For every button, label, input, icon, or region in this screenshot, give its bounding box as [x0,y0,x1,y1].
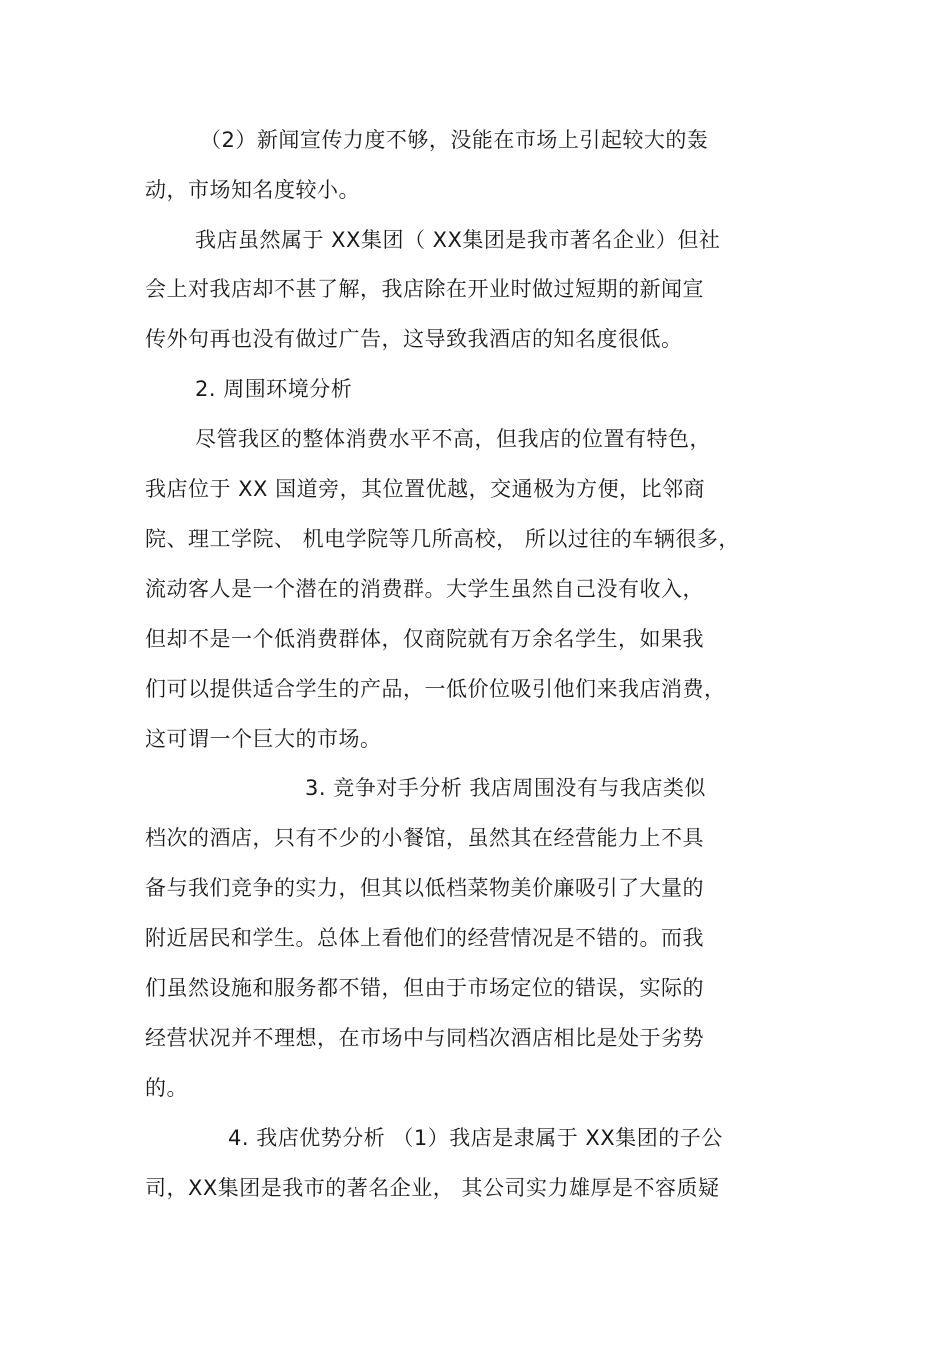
text-line: 们虽然设施和服务都不错，但由于市场定位的错误，实际的 [145,976,704,1000]
section-heading: 3. 竞争对手分析 我店周围没有与我店类似 [305,776,706,800]
text-line: 档次的酒店，只有不少的小餐馆，虽然其在经营能力上不具 [145,826,704,850]
text-line: （2）新闻宣传力度不够，没能在市场上引起较大的轰 [200,128,709,152]
text-line: 但却不是一个低消费群体，仅商院就有万余名学生，如果我 [145,627,704,651]
text-line: 经营状况并不理想，在市场中与同档次酒店相比是处于劣势 [145,1026,704,1050]
text-line: 会上对我店却不甚了解，我店除在开业时做过短期的新闻宣 [145,277,704,301]
text-line: 院、理工学院、 机电学院等几所高校， 所以过往的车辆很多， [145,527,740,551]
text-line: 司，XX集团是我市的著名企业， 其公司实力雄厚是不容质疑 [145,1176,720,1200]
text-line: 尽管我区的整体消费水平不高，但我店的位置有特色， [195,427,711,451]
section-heading: 2. 周围环境分析 [195,377,353,401]
text-line: 们可以提供适合学生的产品，一低价位吸引他们来我店消费， [145,677,726,701]
text-line: 的。 [145,1076,188,1100]
text-line: 我店虽然属于 XX集团（ XX集团是我市著名企业）但社 [195,228,721,252]
text-line: 附近居民和学生。总体上看他们的经营情况是不错的。而我 [145,926,704,950]
text-line: 这可谓一个巨大的市场。 [145,727,382,751]
text-line: 备与我们竞争的实力，但其以低档菜物美价廉吸引了大量的 [145,876,704,900]
text-line: 我店位于 XX 国道旁，其位置优越，交通极为方便，比邻商 [145,477,706,501]
text-line: 流动客人是一个潜在的消费群。大学生虽然自己没有收入， [145,577,704,601]
text-line: 传外句再也没有做过广告，这导致我酒店的知名度很低。 [145,327,683,351]
text-line: 动，市场知名度较小。 [145,178,360,202]
section-heading: 4. 我店优势分析 （1）我店是隶属于 XX集团的子公 [228,1126,723,1150]
